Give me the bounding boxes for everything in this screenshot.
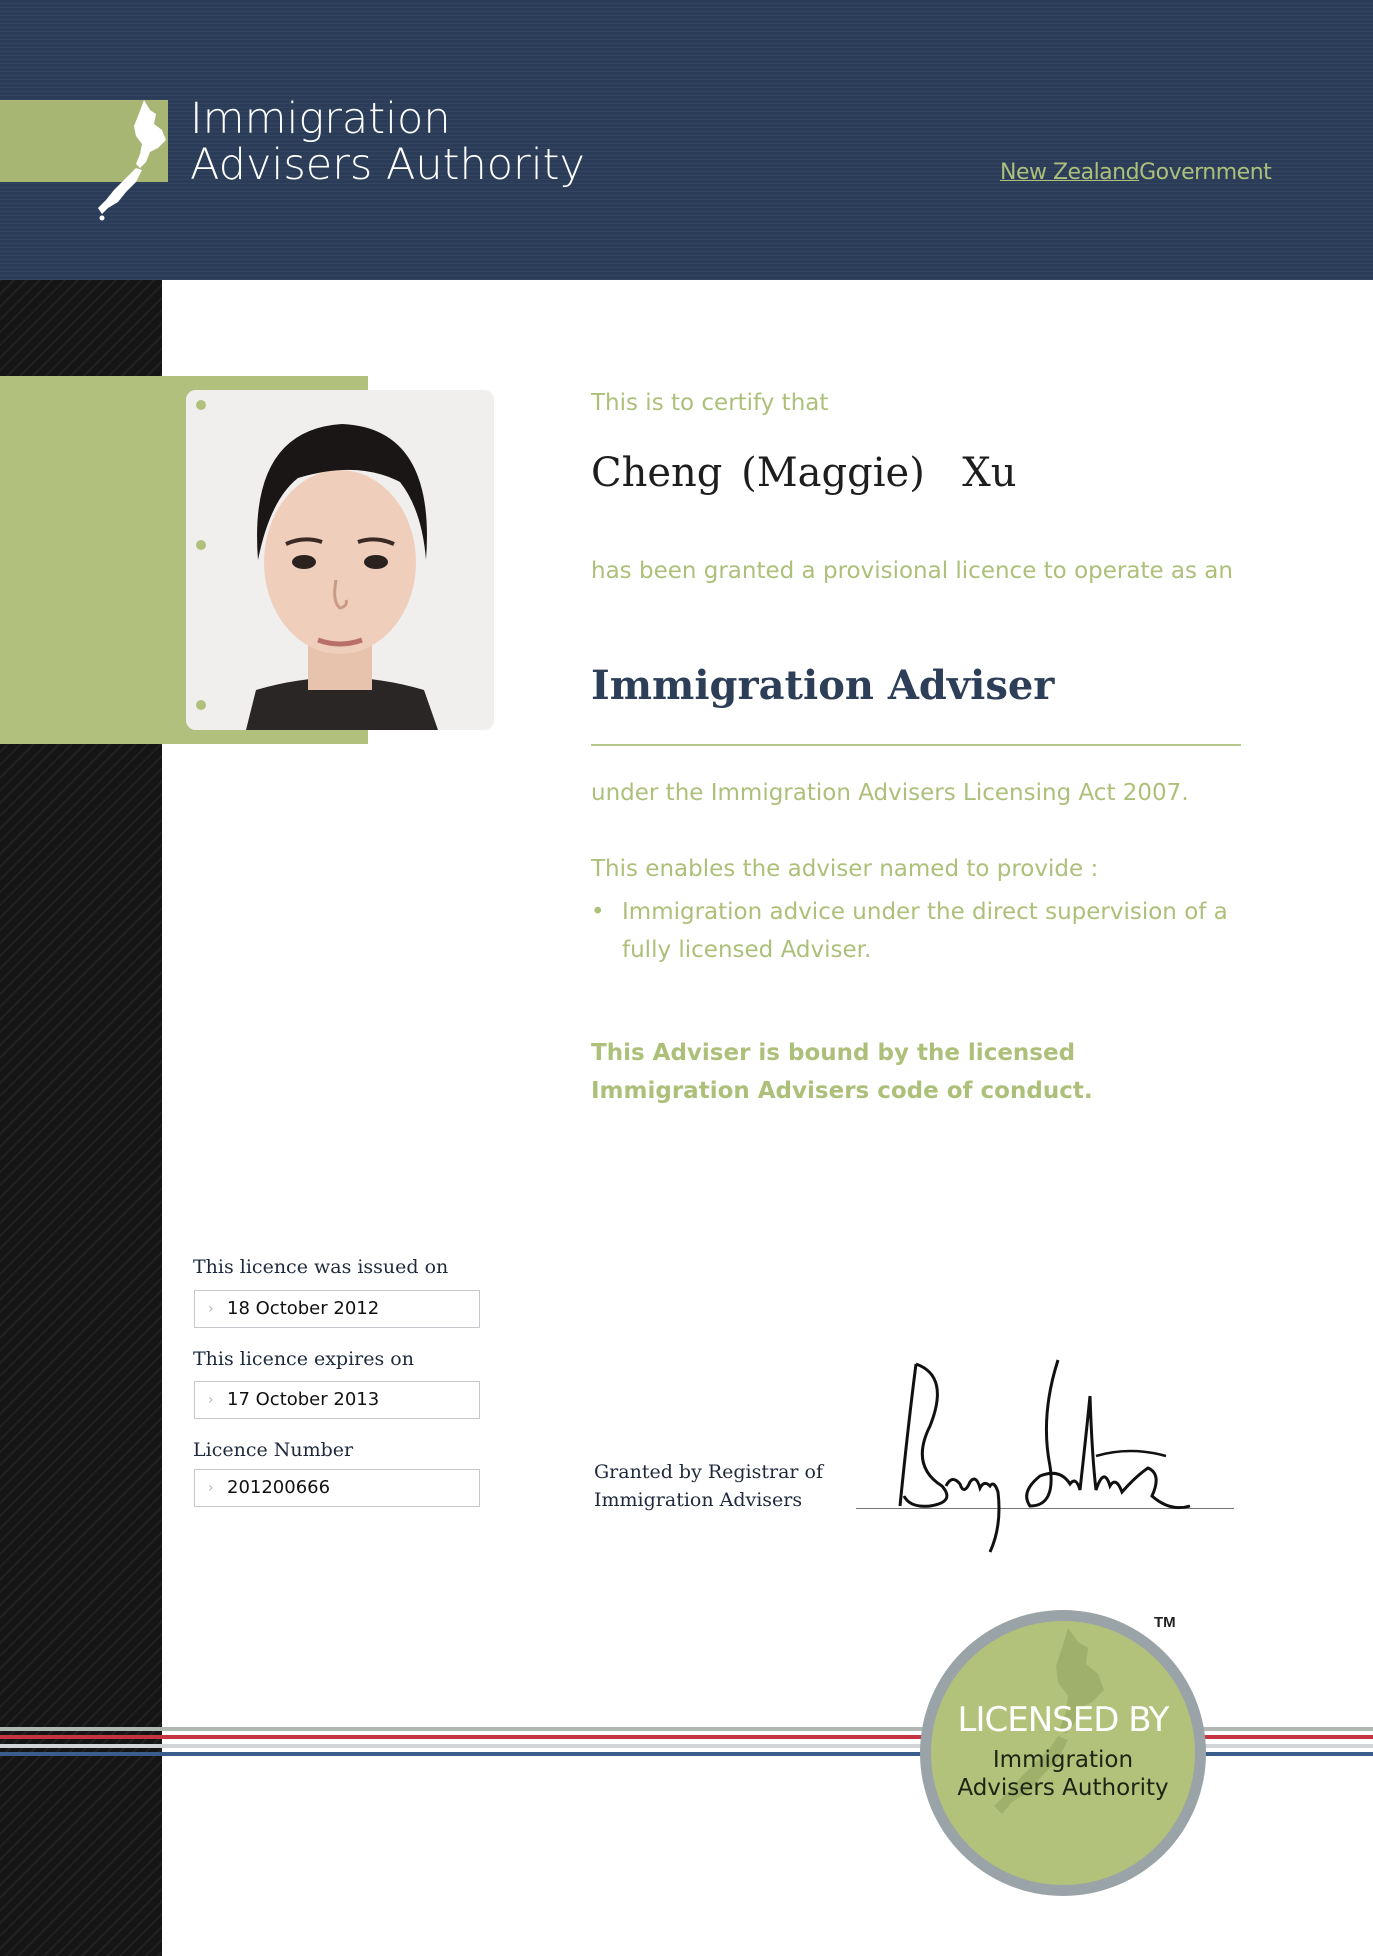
logo-line-1: Immigration (190, 94, 451, 144)
enables-statement: This enables the adviser named to provide : (591, 856, 1099, 882)
act-statement: under the Immigration Advisers Licensing Act 2007. (591, 780, 1189, 806)
nz-government-part1: New Zealand (1000, 160, 1140, 185)
chevron-right-icon: › (208, 1480, 214, 1496)
holder-name: Cheng (Maggie) Xu (591, 450, 1017, 496)
nz-government-mark (1000, 160, 1271, 185)
code-of-conduct-statement: This Adviser is bound by the licensed Immigration Advisers code of conduct. (591, 1040, 1093, 1104)
portrait-image (186, 390, 494, 730)
nz-map-logo-icon (96, 96, 176, 221)
issued-label: This licence was issued on (193, 1256, 449, 1278)
authority-logo-text (190, 96, 585, 188)
divider (591, 744, 1241, 746)
stripe-grey-left (0, 1727, 162, 1731)
provision-list-item (591, 893, 1251, 969)
licence-number-field (194, 1469, 480, 1507)
seal-line-2: Advisers Authority (957, 1775, 1169, 1801)
certify-statement: This is to certify that (591, 390, 829, 416)
stripe-blue-left (0, 1752, 162, 1756)
chevron-right-icon: › (208, 1301, 214, 1317)
issued-date-field (194, 1290, 480, 1328)
seal-title: LICENSED BY (957, 1700, 1169, 1740)
trademark-mark: TM (1154, 1614, 1176, 1631)
chevron-right-icon: › (208, 1392, 214, 1408)
photo-hole-2 (196, 540, 206, 550)
licence-number-label: Licence Number (193, 1439, 354, 1461)
expiry-date-value: 17 October 2013 (227, 1389, 380, 1410)
photo-hole-1 (196, 400, 206, 410)
photo-hole-3 (196, 700, 206, 710)
issued-date-value: 18 October 2012 (227, 1298, 380, 1319)
stripe-light-left (0, 1744, 162, 1748)
nz-government-part2: Government (1139, 160, 1272, 185)
holder-photo (186, 390, 494, 730)
licence-number-value: 201200666 (227, 1477, 331, 1498)
expires-label: This licence expires on (193, 1348, 414, 1370)
registrar-signature (890, 1356, 1200, 1556)
registrar-caption: Granted by Registrar of Immigration Advisers (594, 1461, 824, 1511)
bullet-marker: • (591, 899, 605, 925)
provision-text: Immigration advice under the direct supervision of a fully licensed Adviser. (622, 899, 1228, 963)
stripe-red-left (0, 1735, 162, 1739)
logo-line-2: Advisers Authority (190, 140, 585, 190)
licence-role: Immigration Adviser (591, 662, 1055, 709)
seal-line-1: Immigration (992, 1747, 1134, 1773)
expiry-date-field (194, 1381, 480, 1419)
granted-statement: has been granted a provisional licence to operate as an (591, 558, 1233, 584)
